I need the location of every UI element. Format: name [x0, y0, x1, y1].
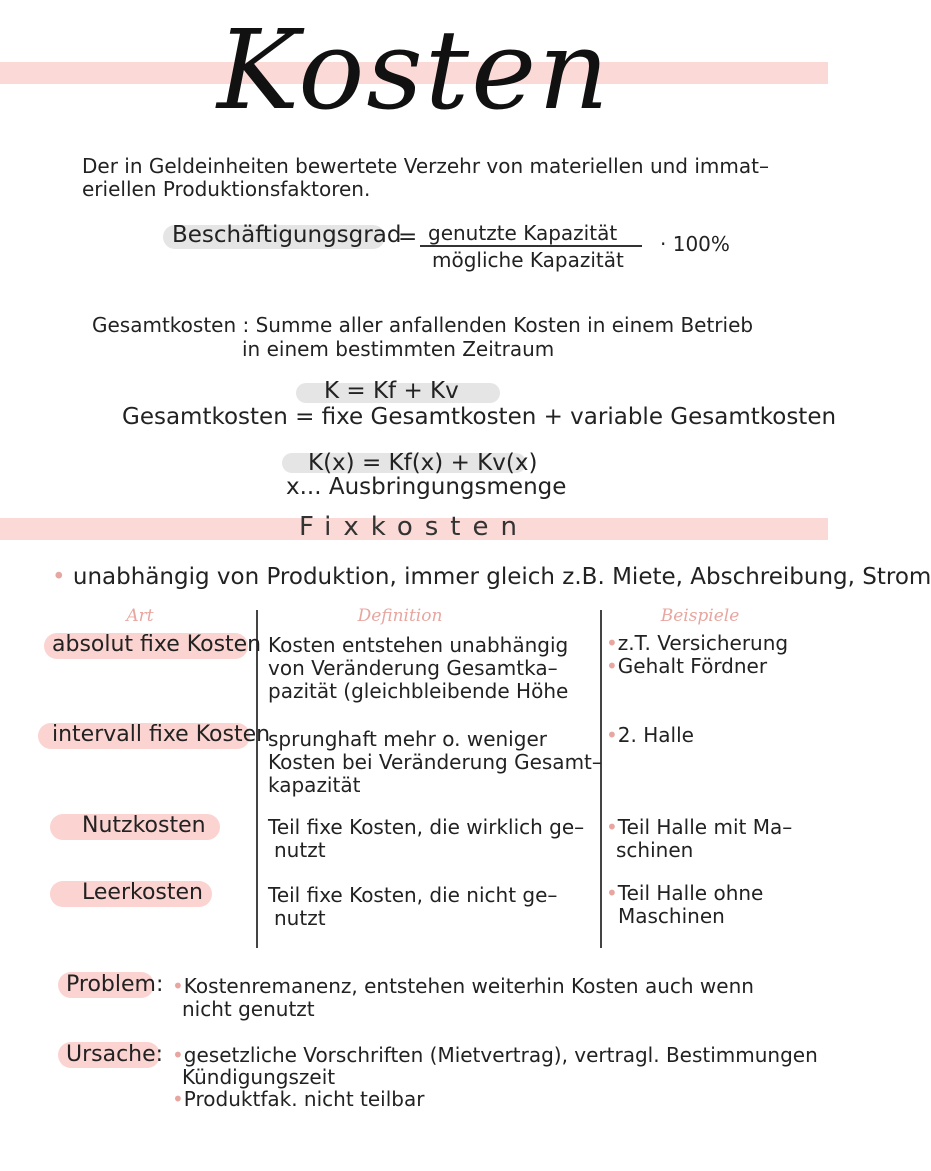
problem-label: Problem:: [66, 972, 164, 997]
beispiel-row-1-text-1: z.T. Versicherung: [617, 631, 789, 655]
ursache-text-3: Produktfak. nicht teilbar: [183, 1087, 425, 1111]
art-intervall-fixe-kosten: intervall fixe Kosten: [52, 722, 271, 747]
beispiel-row-3-line-1: [606, 816, 792, 839]
ursache-line-2: Kündigungszeit: [182, 1065, 336, 1089]
definition-row-3-line-2: nutzt: [274, 838, 326, 862]
formula-kx: K(x) = Kf(x) + Kv(x): [308, 450, 538, 476]
formula-denominator: mögliche Kapazität: [432, 248, 624, 272]
formula-equals: =: [398, 224, 418, 250]
col-head-definition: Definition: [357, 606, 443, 626]
formula-lhs: Beschäftigungsgrad: [172, 222, 402, 248]
formula-k: K = Kf + Kv: [324, 378, 459, 404]
definition-row-1-line-2: von Veränderung Gesamtka–: [268, 656, 558, 680]
definition-row-2-line-3: kapazität: [268, 773, 361, 797]
formula-numerator: genutzte Kapazität: [428, 221, 618, 245]
fraction-line: [420, 245, 642, 247]
beispiel-row-1-text-2: Gehalt Fördner: [617, 654, 768, 678]
beispiel-row-3-text-1: Teil Halle mit Ma–: [617, 815, 793, 839]
gesamtkosten-line-2: in einem bestimmten Zeitraum: [242, 337, 555, 361]
bullet-icon: •: [606, 631, 618, 655]
ursache-line-3: [172, 1088, 424, 1111]
beispiel-row-3-line-2: schinen: [616, 838, 694, 862]
bullet-icon: •: [52, 564, 66, 590]
bullet-icon: •: [172, 974, 184, 998]
table-divider-1: [256, 610, 258, 948]
fixkosten-intro: [52, 564, 931, 590]
ursache-text-1: gesetzliche Vorschriften (Mietvertrag), vertragl. Bestimmungen: [183, 1043, 818, 1067]
art-absolut-fixe-kosten: absolut fixe Kosten: [52, 632, 262, 657]
beispiel-row-1-line-2: [606, 655, 767, 678]
definition-line-2: eriellen Produktionsfaktoren.: [82, 177, 371, 201]
art-nutzkosten: Nutzkosten: [82, 813, 206, 838]
beispiel-row-1-line-1: [606, 632, 788, 655]
bullet-icon: •: [606, 654, 618, 678]
ursache-label: Ursache:: [66, 1042, 164, 1067]
definition-row-4-line-2: nutzt: [274, 906, 326, 930]
definition-row-2-line-2: Kosten bei Veränderung Gesamt–: [268, 750, 602, 774]
gesamtkosten-line-1: Gesamtkosten : Summe aller anfallenden Kosten in einem Betrieb: [92, 313, 754, 337]
ursache-line-1: [172, 1044, 818, 1067]
definition-row-1-line-1: Kosten entstehen unabhängig: [268, 633, 569, 657]
bullet-icon: •: [172, 1087, 184, 1111]
col-head-beispiele: Beispiele: [660, 606, 740, 626]
beispiel-row-2-text-1: 2. Halle: [617, 723, 694, 747]
problem-line-1: [172, 975, 754, 998]
bullet-icon: •: [606, 881, 618, 905]
problem-text-1: Kostenremanenz, entstehen weiterhin Kosten auch wenn: [183, 974, 754, 998]
bullet-icon: •: [172, 1043, 184, 1067]
fixkosten-intro-text: unabhängig von Produktion, immer gleich z.B. Miete, Abschreibung, Strom: [72, 564, 931, 590]
col-head-art: Art: [126, 606, 154, 626]
section-title-fixkosten: Fixkosten: [299, 512, 529, 542]
table-divider-2: [600, 610, 602, 948]
definition-row-1-line-3: pazität (gleichbleibende Höhe: [268, 679, 569, 703]
bullet-icon: •: [606, 723, 618, 747]
definition-row-4-line-1: Teil fixe Kosten, die nicht ge–: [268, 883, 558, 907]
bullet-icon: •: [606, 815, 618, 839]
beispiel-row-4-line-2: Maschinen: [618, 904, 725, 928]
formula-factor: · 100%: [660, 232, 730, 256]
formula-kx-note: x... Ausbringungsmenge: [286, 474, 567, 500]
problem-line-2: nicht genutzt: [182, 997, 315, 1021]
art-leerkosten: Leerkosten: [82, 880, 203, 905]
definition-row-3-line-1: Teil fixe Kosten, die wirklich ge–: [268, 815, 585, 839]
formula-k-text: Gesamtkosten = fixe Gesamtkosten + variable Gesamtkosten: [122, 404, 837, 430]
page-title: Kosten: [216, 6, 612, 134]
definition-line-1: Der in Geldeinheiten bewertete Verzehr von materiellen und immat–: [82, 154, 769, 178]
beispiel-row-2-line-1: [606, 724, 694, 747]
definition-row-2-line-1: sprunghaft mehr o. weniger: [268, 727, 547, 751]
beispiel-row-4-line-1: [606, 882, 763, 905]
beispiel-row-4-text-1: Teil Halle ohne: [617, 881, 764, 905]
